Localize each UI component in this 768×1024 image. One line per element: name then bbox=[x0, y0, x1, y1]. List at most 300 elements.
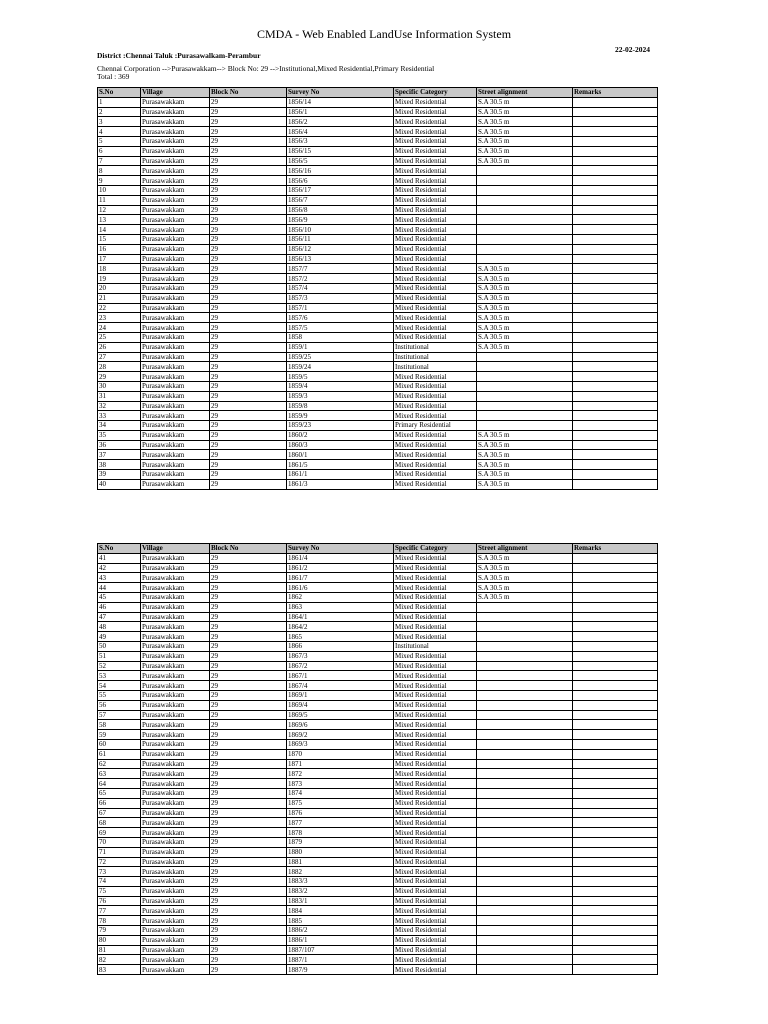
street-alignment-cell bbox=[477, 945, 573, 955]
street-alignment-cell: S.A 30.5 m bbox=[477, 117, 573, 127]
block-no-cell: 29 bbox=[210, 244, 287, 254]
block-no-cell: 29 bbox=[210, 274, 287, 284]
village-cell: Purasawakkam bbox=[141, 739, 210, 749]
survey-no-cell: 1859/25 bbox=[287, 352, 394, 362]
sno-cell: 21 bbox=[98, 293, 141, 303]
village-cell: Purasawakkam bbox=[141, 808, 210, 818]
remarks-cell bbox=[573, 136, 658, 146]
survey-no-cell: 1867/4 bbox=[287, 681, 394, 691]
sno-cell: 56 bbox=[98, 700, 141, 710]
category-cell: Mixed Residential bbox=[394, 563, 477, 573]
village-cell: Purasawakkam bbox=[141, 470, 210, 480]
survey-no-cell: 1856/14 bbox=[287, 97, 394, 107]
sno-cell: 72 bbox=[98, 857, 141, 867]
category-cell: Mixed Residential bbox=[394, 857, 477, 867]
street-alignment-cell bbox=[477, 926, 573, 936]
survey-no-cell: 1879 bbox=[287, 837, 394, 847]
category-cell: Mixed Residential bbox=[394, 411, 477, 421]
street-alignment-cell bbox=[477, 749, 573, 759]
survey-no-cell: 1869/6 bbox=[287, 720, 394, 730]
remarks-cell bbox=[573, 808, 658, 818]
category-cell: Mixed Residential bbox=[394, 612, 477, 622]
street-alignment-cell: S.A 30.5 m bbox=[477, 342, 573, 352]
category-cell: Primary Residential bbox=[394, 421, 477, 431]
village-cell: Purasawakkam bbox=[141, 877, 210, 887]
table-row bbox=[98, 107, 658, 117]
street-alignment-cell bbox=[477, 720, 573, 730]
village-cell: Purasawakkam bbox=[141, 362, 210, 372]
street-alignment-cell bbox=[477, 867, 573, 877]
survey-no-cell: 1857/3 bbox=[287, 293, 394, 303]
remarks-cell bbox=[573, 146, 658, 156]
category-cell: Mixed Residential bbox=[394, 430, 477, 440]
remarks-cell bbox=[573, 411, 658, 421]
street-alignment-cell: S.A 30.5 m bbox=[477, 470, 573, 480]
header-sno: S.No bbox=[98, 88, 141, 98]
village-cell: Purasawakkam bbox=[141, 700, 210, 710]
survey-no-cell: 1867/2 bbox=[287, 661, 394, 671]
category-cell: Mixed Residential bbox=[394, 720, 477, 730]
sno-cell: 26 bbox=[98, 342, 141, 352]
block-no-cell: 29 bbox=[210, 421, 287, 431]
table-row bbox=[98, 563, 658, 573]
remarks-cell bbox=[573, 798, 658, 808]
village-cell: Purasawakkam bbox=[141, 857, 210, 867]
category-cell: Mixed Residential bbox=[394, 788, 477, 798]
sno-cell: 44 bbox=[98, 583, 141, 593]
table-row bbox=[98, 323, 658, 333]
survey-no-cell: 1856/10 bbox=[287, 225, 394, 235]
street-alignment-cell bbox=[477, 690, 573, 700]
remarks-cell bbox=[573, 955, 658, 965]
street-alignment-cell: S.A 30.5 m bbox=[477, 460, 573, 470]
sno-cell: 49 bbox=[98, 632, 141, 642]
table-header-row bbox=[98, 88, 658, 98]
category-cell: Mixed Residential bbox=[394, 225, 477, 235]
table-row bbox=[98, 602, 658, 612]
block-no-cell: 29 bbox=[210, 886, 287, 896]
village-cell: Purasawakkam bbox=[141, 641, 210, 651]
street-alignment-cell bbox=[477, 381, 573, 391]
village-cell: Purasawakkam bbox=[141, 681, 210, 691]
block-no-cell: 29 bbox=[210, 828, 287, 838]
sno-cell: 61 bbox=[98, 749, 141, 759]
landuse-table-page-1 bbox=[97, 87, 658, 490]
sno-cell: 1 bbox=[98, 97, 141, 107]
table-body bbox=[98, 553, 658, 974]
survey-no-cell: 1857/6 bbox=[287, 313, 394, 323]
table-row bbox=[98, 661, 658, 671]
village-cell: Purasawakkam bbox=[141, 166, 210, 176]
survey-no-cell: 1860/3 bbox=[287, 440, 394, 450]
survey-no-cell: 1859/24 bbox=[287, 362, 394, 372]
street-alignment-cell bbox=[477, 916, 573, 926]
sno-cell: 69 bbox=[98, 828, 141, 838]
table-row bbox=[98, 798, 658, 808]
village-cell: Purasawakkam bbox=[141, 215, 210, 225]
table-row bbox=[98, 592, 658, 602]
table-row bbox=[98, 215, 658, 225]
sno-cell: 28 bbox=[98, 362, 141, 372]
remarks-cell bbox=[573, 563, 658, 573]
sno-cell: 78 bbox=[98, 916, 141, 926]
table-row bbox=[98, 749, 658, 759]
street-alignment-cell: S.A 30.5 m bbox=[477, 274, 573, 284]
sno-cell: 24 bbox=[98, 323, 141, 333]
filter-path: Chennai Corporation -->Purasawakkam--> Block No: 29 -->Institutional,Mixed Residential,Primary Residential bbox=[97, 64, 435, 73]
table-row bbox=[98, 156, 658, 166]
remarks-cell bbox=[573, 127, 658, 137]
sno-cell: 2 bbox=[98, 107, 141, 117]
street-alignment-cell bbox=[477, 632, 573, 642]
block-no-cell: 29 bbox=[210, 372, 287, 382]
block-no-cell: 29 bbox=[210, 185, 287, 195]
survey-no-cell: 1859/8 bbox=[287, 401, 394, 411]
category-cell: Mixed Residential bbox=[394, 690, 477, 700]
remarks-cell bbox=[573, 332, 658, 342]
block-no-cell: 29 bbox=[210, 700, 287, 710]
sno-cell: 9 bbox=[98, 176, 141, 186]
survey-no-cell: 1862 bbox=[287, 592, 394, 602]
survey-no-cell: 1869/2 bbox=[287, 730, 394, 740]
village-cell: Purasawakkam bbox=[141, 176, 210, 186]
survey-no-cell: 1882 bbox=[287, 867, 394, 877]
remarks-cell bbox=[573, 244, 658, 254]
block-no-cell: 29 bbox=[210, 146, 287, 156]
remarks-cell bbox=[573, 97, 658, 107]
block-no-cell: 29 bbox=[210, 342, 287, 352]
category-cell: Mixed Residential bbox=[394, 592, 477, 602]
street-alignment-cell bbox=[477, 818, 573, 828]
table-row bbox=[98, 759, 658, 769]
table-row bbox=[98, 313, 658, 323]
sno-cell: 41 bbox=[98, 553, 141, 563]
sno-cell: 54 bbox=[98, 681, 141, 691]
survey-no-cell: 1867/1 bbox=[287, 671, 394, 681]
table-row bbox=[98, 254, 658, 264]
survey-no-cell: 1856/7 bbox=[287, 195, 394, 205]
table-row bbox=[98, 935, 658, 945]
block-no-cell: 29 bbox=[210, 450, 287, 460]
block-no-cell: 29 bbox=[210, 671, 287, 681]
street-alignment-cell bbox=[477, 205, 573, 215]
report-date: 22-02-2024 bbox=[615, 45, 650, 54]
category-cell: Mixed Residential bbox=[394, 195, 477, 205]
village-cell: Purasawakkam bbox=[141, 612, 210, 622]
survey-no-cell: 1861/5 bbox=[287, 460, 394, 470]
remarks-cell bbox=[573, 430, 658, 440]
block-no-cell: 29 bbox=[210, 573, 287, 583]
survey-no-cell: 1881 bbox=[287, 857, 394, 867]
document-title: CMDA - Web Enabled LandUse Information System bbox=[256, 27, 512, 41]
village-cell: Purasawakkam bbox=[141, 401, 210, 411]
header-specific-category: Specific Category bbox=[394, 88, 477, 98]
remarks-cell bbox=[573, 828, 658, 838]
sno-cell: 66 bbox=[98, 798, 141, 808]
survey-no-cell: 1886/2 bbox=[287, 926, 394, 936]
sno-cell: 36 bbox=[98, 440, 141, 450]
table-row bbox=[98, 955, 658, 965]
sno-cell: 12 bbox=[98, 205, 141, 215]
village-cell: Purasawakkam bbox=[141, 274, 210, 284]
category-cell: Mixed Residential bbox=[394, 97, 477, 107]
table-row bbox=[98, 788, 658, 798]
village-cell: Purasawakkam bbox=[141, 479, 210, 489]
street-alignment-cell bbox=[477, 769, 573, 779]
survey-no-cell: 1860/2 bbox=[287, 430, 394, 440]
remarks-cell bbox=[573, 107, 658, 117]
table-row bbox=[98, 470, 658, 480]
street-alignment-cell: S.A 30.5 m bbox=[477, 573, 573, 583]
remarks-cell bbox=[573, 592, 658, 602]
sno-cell: 51 bbox=[98, 651, 141, 661]
sno-cell: 40 bbox=[98, 479, 141, 489]
table-row bbox=[98, 244, 658, 254]
block-no-cell: 29 bbox=[210, 254, 287, 264]
street-alignment-cell bbox=[477, 661, 573, 671]
table-row bbox=[98, 828, 658, 838]
remarks-cell bbox=[573, 225, 658, 235]
block-no-cell: 29 bbox=[210, 690, 287, 700]
street-alignment-cell bbox=[477, 759, 573, 769]
sno-cell: 30 bbox=[98, 381, 141, 391]
block-no-cell: 29 bbox=[210, 166, 287, 176]
survey-no-cell: 1872 bbox=[287, 769, 394, 779]
remarks-cell bbox=[573, 965, 658, 975]
header-block-no: Block No bbox=[210, 544, 287, 554]
remarks-cell bbox=[573, 440, 658, 450]
category-cell: Mixed Residential bbox=[394, 730, 477, 740]
village-cell: Purasawakkam bbox=[141, 779, 210, 789]
village-cell: Purasawakkam bbox=[141, 602, 210, 612]
category-cell: Mixed Residential bbox=[394, 749, 477, 759]
block-no-cell: 29 bbox=[210, 622, 287, 632]
category-cell: Mixed Residential bbox=[394, 739, 477, 749]
remarks-cell bbox=[573, 837, 658, 847]
table-row bbox=[98, 479, 658, 489]
street-alignment-cell: S.A 30.5 m bbox=[477, 583, 573, 593]
survey-no-cell: 1877 bbox=[287, 818, 394, 828]
street-alignment-cell bbox=[477, 641, 573, 651]
survey-no-cell: 1861/4 bbox=[287, 553, 394, 563]
landuse-table-page-2 bbox=[97, 543, 658, 975]
category-cell: Institutional bbox=[394, 342, 477, 352]
sno-cell: 79 bbox=[98, 926, 141, 936]
survey-no-cell: 1857/7 bbox=[287, 264, 394, 274]
survey-no-cell: 1887/107 bbox=[287, 945, 394, 955]
sno-cell: 77 bbox=[98, 906, 141, 916]
street-alignment-cell bbox=[477, 681, 573, 691]
table-row bbox=[98, 847, 658, 857]
village-cell: Purasawakkam bbox=[141, 254, 210, 264]
category-cell: Mixed Residential bbox=[394, 146, 477, 156]
header-specific-category: Specific Category bbox=[394, 544, 477, 554]
sno-cell: 60 bbox=[98, 739, 141, 749]
table-row bbox=[98, 421, 658, 431]
village-cell: Purasawakkam bbox=[141, 749, 210, 759]
category-cell: Mixed Residential bbox=[394, 632, 477, 642]
survey-no-cell: 1857/1 bbox=[287, 303, 394, 313]
survey-no-cell: 1876 bbox=[287, 808, 394, 818]
remarks-cell bbox=[573, 313, 658, 323]
remarks-cell bbox=[573, 205, 658, 215]
remarks-cell bbox=[573, 661, 658, 671]
sno-cell: 33 bbox=[98, 411, 141, 421]
category-cell: Mixed Residential bbox=[394, 176, 477, 186]
block-no-cell: 29 bbox=[210, 877, 287, 887]
survey-no-cell: 1866 bbox=[287, 641, 394, 651]
table-row bbox=[98, 612, 658, 622]
block-no-cell: 29 bbox=[210, 651, 287, 661]
block-no-cell: 29 bbox=[210, 935, 287, 945]
survey-no-cell: 1874 bbox=[287, 788, 394, 798]
table-row bbox=[98, 945, 658, 955]
block-no-cell: 29 bbox=[210, 127, 287, 137]
category-cell: Mixed Residential bbox=[394, 661, 477, 671]
remarks-cell bbox=[573, 886, 658, 896]
village-cell: Purasawakkam bbox=[141, 818, 210, 828]
village-cell: Purasawakkam bbox=[141, 553, 210, 563]
remarks-cell bbox=[573, 391, 658, 401]
table-row bbox=[98, 264, 658, 274]
survey-no-cell: 1864/1 bbox=[287, 612, 394, 622]
category-cell: Mixed Residential bbox=[394, 916, 477, 926]
category-cell: Mixed Residential bbox=[394, 215, 477, 225]
remarks-cell bbox=[573, 166, 658, 176]
sno-cell: 23 bbox=[98, 313, 141, 323]
table-row bbox=[98, 906, 658, 916]
survey-no-cell: 1887/9 bbox=[287, 965, 394, 975]
table-row bbox=[98, 372, 658, 382]
street-alignment-cell bbox=[477, 788, 573, 798]
sno-cell: 14 bbox=[98, 225, 141, 235]
street-alignment-cell bbox=[477, 877, 573, 887]
survey-no-cell: 1873 bbox=[287, 779, 394, 789]
street-alignment-cell: S.A 30.5 m bbox=[477, 264, 573, 274]
category-cell: Mixed Residential bbox=[394, 136, 477, 146]
sno-cell: 53 bbox=[98, 671, 141, 681]
village-cell: Purasawakkam bbox=[141, 156, 210, 166]
table-row bbox=[98, 136, 658, 146]
survey-no-cell: 1883/1 bbox=[287, 896, 394, 906]
category-cell: Mixed Residential bbox=[394, 274, 477, 284]
sno-cell: 52 bbox=[98, 661, 141, 671]
category-cell: Mixed Residential bbox=[394, 401, 477, 411]
category-cell: Mixed Residential bbox=[394, 470, 477, 480]
remarks-cell bbox=[573, 303, 658, 313]
sno-cell: 31 bbox=[98, 391, 141, 401]
remarks-cell bbox=[573, 283, 658, 293]
block-no-cell: 29 bbox=[210, 460, 287, 470]
survey-no-cell: 1857/5 bbox=[287, 323, 394, 333]
survey-no-cell: 1884 bbox=[287, 906, 394, 916]
district-line: District :Chennai Taluk :Purasawalkam-Perambur bbox=[97, 51, 261, 60]
remarks-cell bbox=[573, 622, 658, 632]
survey-no-cell: 1857/2 bbox=[287, 274, 394, 284]
sno-cell: 76 bbox=[98, 896, 141, 906]
village-cell: Purasawakkam bbox=[141, 234, 210, 244]
village-cell: Purasawakkam bbox=[141, 886, 210, 896]
street-alignment-cell bbox=[477, 166, 573, 176]
category-cell: Mixed Residential bbox=[394, 107, 477, 117]
survey-no-cell: 1856/15 bbox=[287, 146, 394, 156]
category-cell: Mixed Residential bbox=[394, 440, 477, 450]
table-row bbox=[98, 671, 658, 681]
remarks-cell bbox=[573, 749, 658, 759]
remarks-cell bbox=[573, 769, 658, 779]
village-cell: Purasawakkam bbox=[141, 955, 210, 965]
block-no-cell: 29 bbox=[210, 632, 287, 642]
block-no-cell: 29 bbox=[210, 641, 287, 651]
category-cell: Mixed Residential bbox=[394, 700, 477, 710]
block-no-cell: 29 bbox=[210, 470, 287, 480]
block-no-cell: 29 bbox=[210, 847, 287, 857]
header-block-no: Block No bbox=[210, 88, 287, 98]
village-cell: Purasawakkam bbox=[141, 391, 210, 401]
total-count: Total : 369 bbox=[97, 72, 130, 81]
sno-cell: 18 bbox=[98, 264, 141, 274]
village-cell: Purasawakkam bbox=[141, 430, 210, 440]
sno-cell: 4 bbox=[98, 127, 141, 137]
sno-cell: 75 bbox=[98, 886, 141, 896]
village-cell: Purasawakkam bbox=[141, 136, 210, 146]
remarks-cell bbox=[573, 896, 658, 906]
header-remarks: Remarks bbox=[573, 544, 658, 554]
category-cell: Mixed Residential bbox=[394, 553, 477, 563]
remarks-cell bbox=[573, 720, 658, 730]
remarks-cell bbox=[573, 195, 658, 205]
category-cell: Mixed Residential bbox=[394, 264, 477, 274]
village-cell: Purasawakkam bbox=[141, 283, 210, 293]
category-cell: Mixed Residential bbox=[394, 303, 477, 313]
street-alignment-cell bbox=[477, 401, 573, 411]
block-no-cell: 29 bbox=[210, 313, 287, 323]
village-cell: Purasawakkam bbox=[141, 107, 210, 117]
remarks-cell bbox=[573, 926, 658, 936]
block-no-cell: 29 bbox=[210, 730, 287, 740]
remarks-cell bbox=[573, 739, 658, 749]
table-row bbox=[98, 450, 658, 460]
table-row bbox=[98, 857, 658, 867]
block-no-cell: 29 bbox=[210, 97, 287, 107]
village-cell: Purasawakkam bbox=[141, 945, 210, 955]
survey-no-cell: 1859/9 bbox=[287, 411, 394, 421]
street-alignment-cell bbox=[477, 362, 573, 372]
table-row bbox=[98, 195, 658, 205]
table-row bbox=[98, 926, 658, 936]
category-cell: Mixed Residential bbox=[394, 955, 477, 965]
street-alignment-cell: S.A 30.5 m bbox=[477, 332, 573, 342]
table-row bbox=[98, 818, 658, 828]
category-cell: Mixed Residential bbox=[394, 828, 477, 838]
block-no-cell: 29 bbox=[210, 818, 287, 828]
category-cell: Mixed Residential bbox=[394, 372, 477, 382]
remarks-cell bbox=[573, 632, 658, 642]
remarks-cell bbox=[573, 215, 658, 225]
block-no-cell: 29 bbox=[210, 602, 287, 612]
survey-no-cell: 1856/1 bbox=[287, 107, 394, 117]
sno-cell: 10 bbox=[98, 185, 141, 195]
block-no-cell: 29 bbox=[210, 661, 287, 671]
sno-cell: 32 bbox=[98, 401, 141, 411]
table-row bbox=[98, 877, 658, 887]
remarks-cell bbox=[573, 460, 658, 470]
table-row bbox=[98, 176, 658, 186]
table-row bbox=[98, 622, 658, 632]
block-no-cell: 29 bbox=[210, 553, 287, 563]
street-alignment-cell: S.A 30.5 m bbox=[477, 592, 573, 602]
category-cell: Mixed Residential bbox=[394, 323, 477, 333]
